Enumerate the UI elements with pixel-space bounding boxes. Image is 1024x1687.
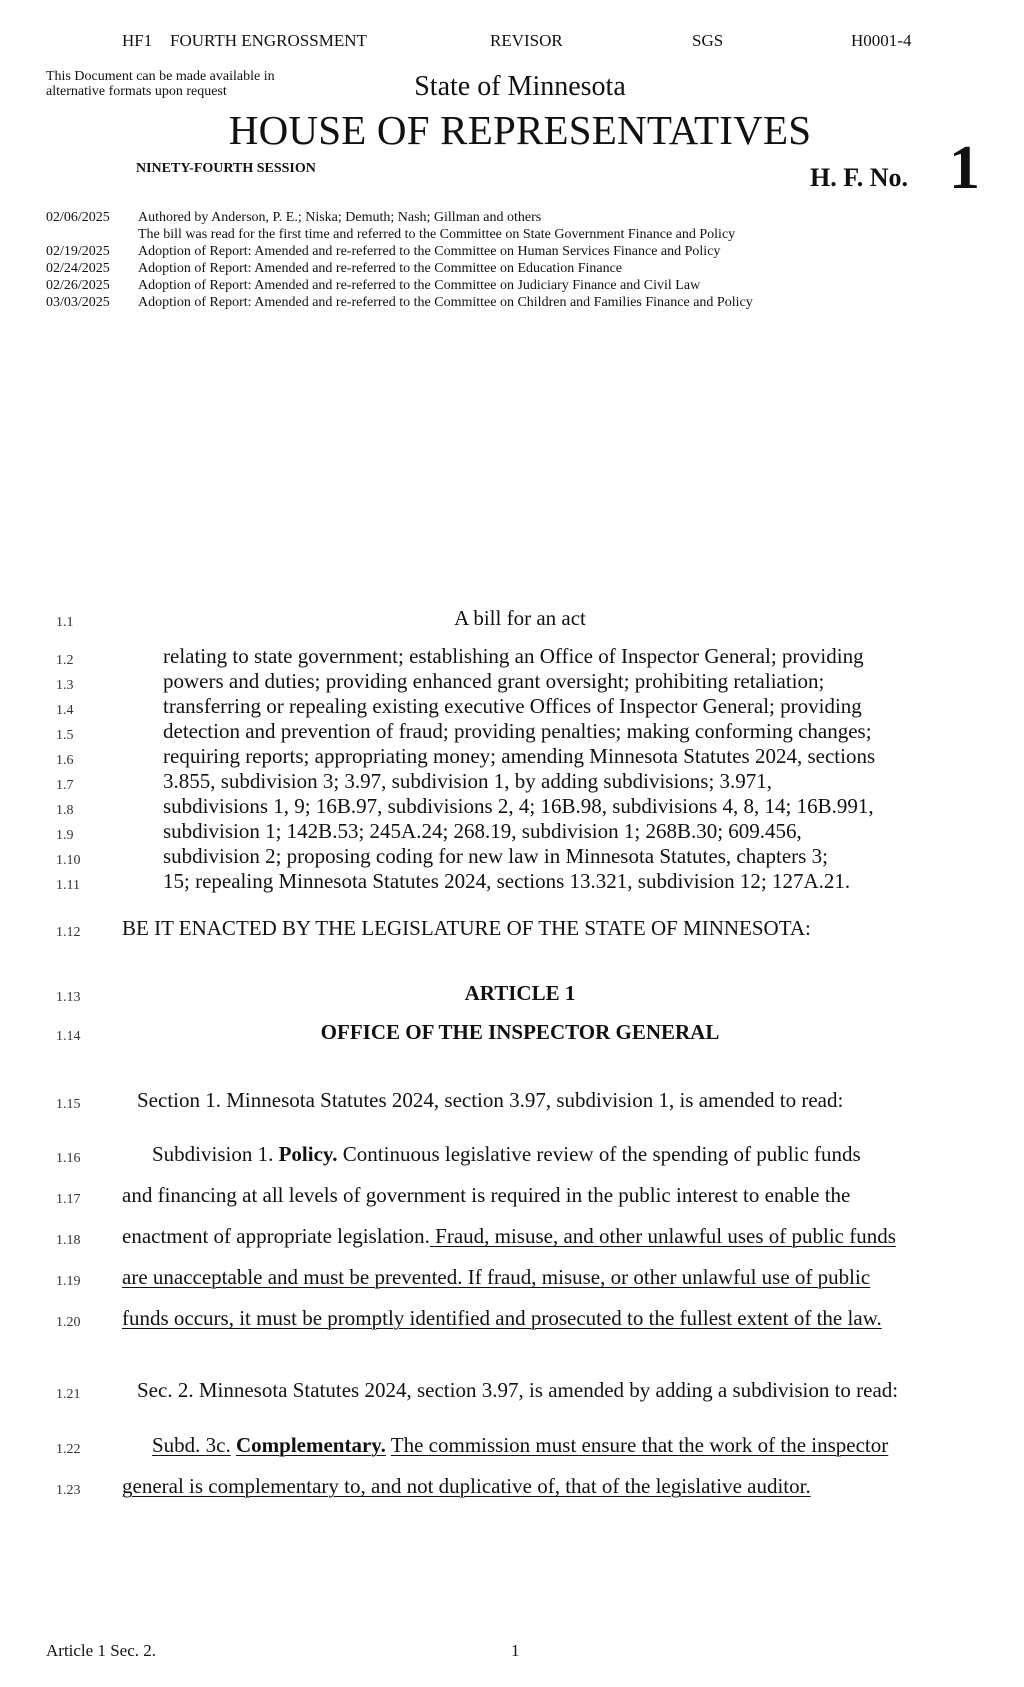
subdivision-heading: Complementary. [236, 1433, 386, 1457]
subdivision-prefix: Subdivision 1. [152, 1142, 279, 1166]
bill-id: HF1 [122, 31, 153, 50]
footer-section-ref: Article 1 Sec. 2. [46, 1641, 156, 1660]
inserted-text: funds occurs, it must be promptly identified and prosecuted to the fullest extent of the law. [122, 1306, 882, 1330]
action-date: 02/19/2025 [46, 244, 110, 259]
hf-number: 1 [949, 134, 980, 202]
statute-line: and financing at all levels of government is required in the public interest to enable the [122, 1183, 851, 1207]
subdivision-prefix: Subd. 3c. [152, 1433, 231, 1457]
inserted-text: general is complementary to, and not duplicative of, that of the legislative auditor. [122, 1474, 811, 1498]
subdivision-heading: Policy. [278, 1142, 338, 1166]
line-number: 1.13 [56, 990, 81, 1005]
line-number: 1.21 [56, 1387, 81, 1402]
inserted-text: are unacceptable and must be prevented. If fraud, misuse, or other unlawful use of public [122, 1265, 871, 1289]
statute-line [152, 1142, 861, 1167]
section-heading: Sec. 2. Minnesota Statutes 2024, section 3.97, is amended by adding a subdivision to read: [137, 1378, 899, 1402]
line-number: 1.23 [56, 1483, 81, 1498]
revisor-initials: SGS [692, 31, 724, 50]
bill-caption: A bill for an act [454, 606, 586, 630]
statute-line [152, 1433, 888, 1458]
statute-text: Continuous legislative review of the spending of public funds [337, 1142, 861, 1166]
action-text: Adoption of Report: Amended and re-referred to the Committee on Judiciary Finance and Civil Law [138, 278, 701, 293]
state-title: State of Minnesota [414, 71, 626, 102]
line-number: 1.16 [56, 1151, 81, 1166]
line-number: 1.22 [56, 1442, 81, 1457]
article-title: OFFICE OF THE INSPECTOR GENERAL [320, 1020, 720, 1044]
line-number: 1.14 [56, 1029, 81, 1044]
action-text: The bill was read for the first time and referred to the Committee on State Government Finance and Policy [138, 227, 736, 242]
line-number: 1.15 [56, 1097, 81, 1112]
title-line: relating to state government; establishing an Office of Inspector General; providing [163, 644, 864, 668]
enacting-clause: BE IT ENACTED BY THE LEGISLATURE OF THE STATE OF MINNESOTA: [122, 916, 811, 940]
house-title: HOUSE OF REPRESENTATIVES [228, 107, 812, 153]
action-text: Authored by Anderson, P. E.; Niska; Demuth; Nash; Gillman and others [138, 210, 542, 225]
line-number: 1.18 [56, 1233, 81, 1248]
title-line: subdivisions 1, 9; 16B.97, subdivisions 2, 4; 16B.98, subdivisions 4, 8, 14; 16B.991, [163, 794, 874, 818]
line-number: 1.19 [56, 1274, 81, 1289]
title-line: detection and prevention of fraud; providing penalties; making conforming changes; [163, 719, 872, 743]
line-number: 1.7 [56, 778, 74, 793]
section-heading: Section 1. Minnesota Statutes 2024, section 3.97, subdivision 1, is amended to read: [137, 1088, 844, 1112]
engrossment-label: FOURTH ENGROSSMENT [170, 31, 367, 50]
title-line: subdivision 2; proposing coding for new law in Minnesota Statutes, chapters 3; [163, 844, 828, 868]
line-number: 1.3 [56, 678, 74, 693]
action-date: 02/24/2025 [46, 261, 110, 276]
availability-note: This Document can be made available in alternative formats upon request [46, 69, 275, 99]
statute-line [122, 1224, 896, 1249]
title-line: requiring reports; appropriating money; amending Minnesota Statutes 2024, sections [163, 744, 876, 768]
action-text: Adoption of Report: Amended and re-referred to the Committee on Human Services Finance and Policy [138, 244, 721, 259]
title-line: transferring or repealing existing executive Offices of Inspector General; providing [163, 694, 862, 718]
article-number: ARTICLE 1 [464, 981, 576, 1005]
line-number: 1.8 [56, 803, 74, 818]
session-label: NINETY-FOURTH SESSION [136, 161, 316, 176]
line-number: 1.2 [56, 653, 74, 668]
statute-text: enactment of appropriate legislation. [122, 1224, 430, 1248]
action-date: 03/03/2025 [46, 295, 110, 310]
line-number: 1.12 [56, 925, 81, 940]
line-number: 1.10 [56, 853, 81, 868]
title-line: 3.855, subdivision 3; 3.97, subdivision 1, by adding subdivisions; 3.971, [163, 769, 773, 793]
line-number: 1.4 [56, 703, 74, 718]
inserted-text: The commission must ensure that the work of the inspector [390, 1433, 889, 1457]
line-number: 1.1 [56, 615, 74, 630]
line-number: 1.5 [56, 728, 74, 743]
inserted-text: Fraud, misuse, and other unlawful uses of public funds [429, 1224, 896, 1248]
revisor-label: REVISOR [490, 31, 563, 50]
title-line: subdivision 1; 142B.53; 245A.24; 268.19, subdivision 1; 268B.30; 609.456, [163, 819, 802, 843]
line-number: 1.20 [56, 1315, 81, 1330]
hf-label: H. F. No. [810, 163, 908, 192]
action-date: 02/26/2025 [46, 278, 110, 293]
title-line: 15; repealing Minnesota Statutes 2024, sections 13.321, subdivision 12; 127A.21. [163, 869, 851, 893]
line-number: 1.6 [56, 753, 74, 768]
action-text: Adoption of Report: Amended and re-referred to the Committee on Children and Families Finance and Policy [138, 295, 753, 310]
title-line: powers and duties; providing enhanced grant oversight; prohibiting retaliation; [163, 669, 825, 693]
page-number: 1 [511, 1641, 520, 1660]
line-number: 1.17 [56, 1192, 81, 1207]
action-date: 02/06/2025 [46, 210, 110, 225]
action-text: Adoption of Report: Amended and re-referred to the Committee on Education Finance [138, 261, 623, 276]
document-code: H0001-4 [851, 31, 912, 50]
line-number: 1.9 [56, 828, 74, 843]
line-number: 1.11 [56, 878, 80, 893]
